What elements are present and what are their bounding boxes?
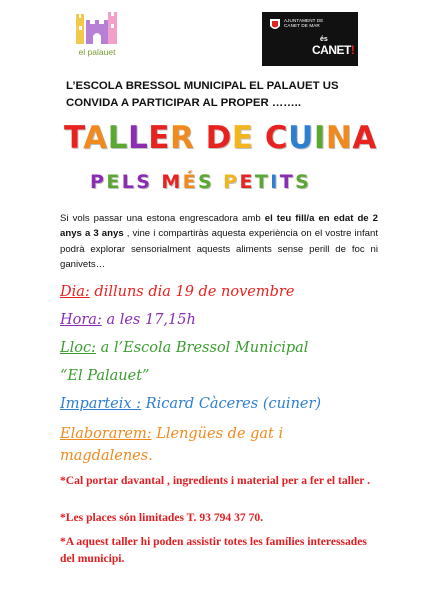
title1-letter: R [169, 120, 195, 156]
title1-letter: U [288, 120, 314, 156]
title2-letter: I [270, 171, 280, 193]
title2-letter: P [90, 171, 107, 193]
hora-label: Hora: [60, 312, 102, 328]
title2-letter: T [254, 171, 271, 193]
title1-letter: N [325, 120, 353, 156]
title1-letter: A [83, 120, 108, 156]
title-taller-de-cuina [64, 120, 377, 156]
lloc-value: a l’Escola Bressol Municipal [96, 340, 309, 356]
description-paragraph: Si vols passar una estona engrescadora amb el teu fill/a en edat de 2 anys a 3 anys , vine i compartiràs aquesta experiència on el vostre infant podrà explorar sensorialment aquests aliments sense perill de foc ni ganivets… [60, 213, 379, 271]
elaborarem-value: Llengües de gat i magdalenes. [60, 426, 284, 464]
title2-letter: E [239, 171, 255, 193]
coat-of-arms-icon [268, 18, 282, 32]
invitation-intro: L’ESCOLA BRESSOL MUNICIPAL EL PALAUET US CONVIDA A PARTICIPAR AL PROPER …….. [66, 80, 339, 109]
title-pels-mes-petits [90, 171, 311, 193]
title2-letter: S [198, 171, 215, 193]
detail-palauet: “El Palauet” [60, 368, 150, 384]
title1-letter: A [352, 120, 377, 156]
dia-label: Dia: [60, 284, 90, 300]
note-families-municipi: *A aquest taller hi poden assistir totes les famílies interessades del municipi. [60, 535, 367, 565]
note-portar-davantal: *Cal portar davantal , ingredients i material per a fer el taller . [60, 474, 370, 487]
detail-elaborarem [60, 423, 380, 467]
note-places-limitades: *Les places són limitades T. 93 794 37 70. [60, 511, 264, 524]
title1-letter: D [205, 120, 232, 156]
elaborarem-label: Elaborarem: [60, 426, 152, 442]
hora-value: a les 17,15h [101, 312, 196, 328]
title2-letter: É [182, 171, 199, 193]
title2-letter: L [121, 171, 137, 193]
title1-letter: I [313, 120, 326, 156]
canet-logo-caption: AJUNTAMENT DE CANET DE MAR [284, 18, 324, 29]
detail-hora [60, 312, 196, 328]
detail-dia [60, 284, 294, 300]
title1-letter: C [264, 120, 289, 156]
title2-letter: S [295, 171, 312, 193]
title2-letter: T [279, 171, 296, 193]
title2-letter [152, 171, 161, 193]
ajuntament-canet-logo [262, 12, 358, 66]
title1-letter: E [148, 120, 170, 156]
detail-imparteix [60, 396, 321, 412]
title1-letter: L [128, 120, 149, 156]
title2-letter: E [106, 171, 122, 193]
palauet-logo-text: el palauet [78, 47, 116, 57]
title2-letter: S [136, 171, 153, 193]
title1-letter [254, 120, 265, 156]
title2-letter [214, 171, 223, 193]
imparteix-value: Ricard Càceres (cuiner) [141, 396, 322, 412]
canet-logo-es: és [320, 36, 328, 43]
imparteix-label: Imparteix : [60, 396, 142, 412]
title1-letter: E [231, 120, 254, 156]
title1-letter: L [107, 120, 129, 156]
title1-letter: T [64, 120, 84, 156]
dia-value: dilluns dia 19 de novembre [89, 284, 295, 300]
canet-logo-word: CANET! [312, 43, 355, 57]
palauet-logo [70, 8, 124, 60]
title2-letter: P [223, 171, 240, 193]
detail-lloc [60, 340, 308, 356]
title2-letter: M [161, 171, 183, 193]
title1-letter [194, 120, 205, 156]
lloc-label: Lloc: [60, 340, 97, 356]
